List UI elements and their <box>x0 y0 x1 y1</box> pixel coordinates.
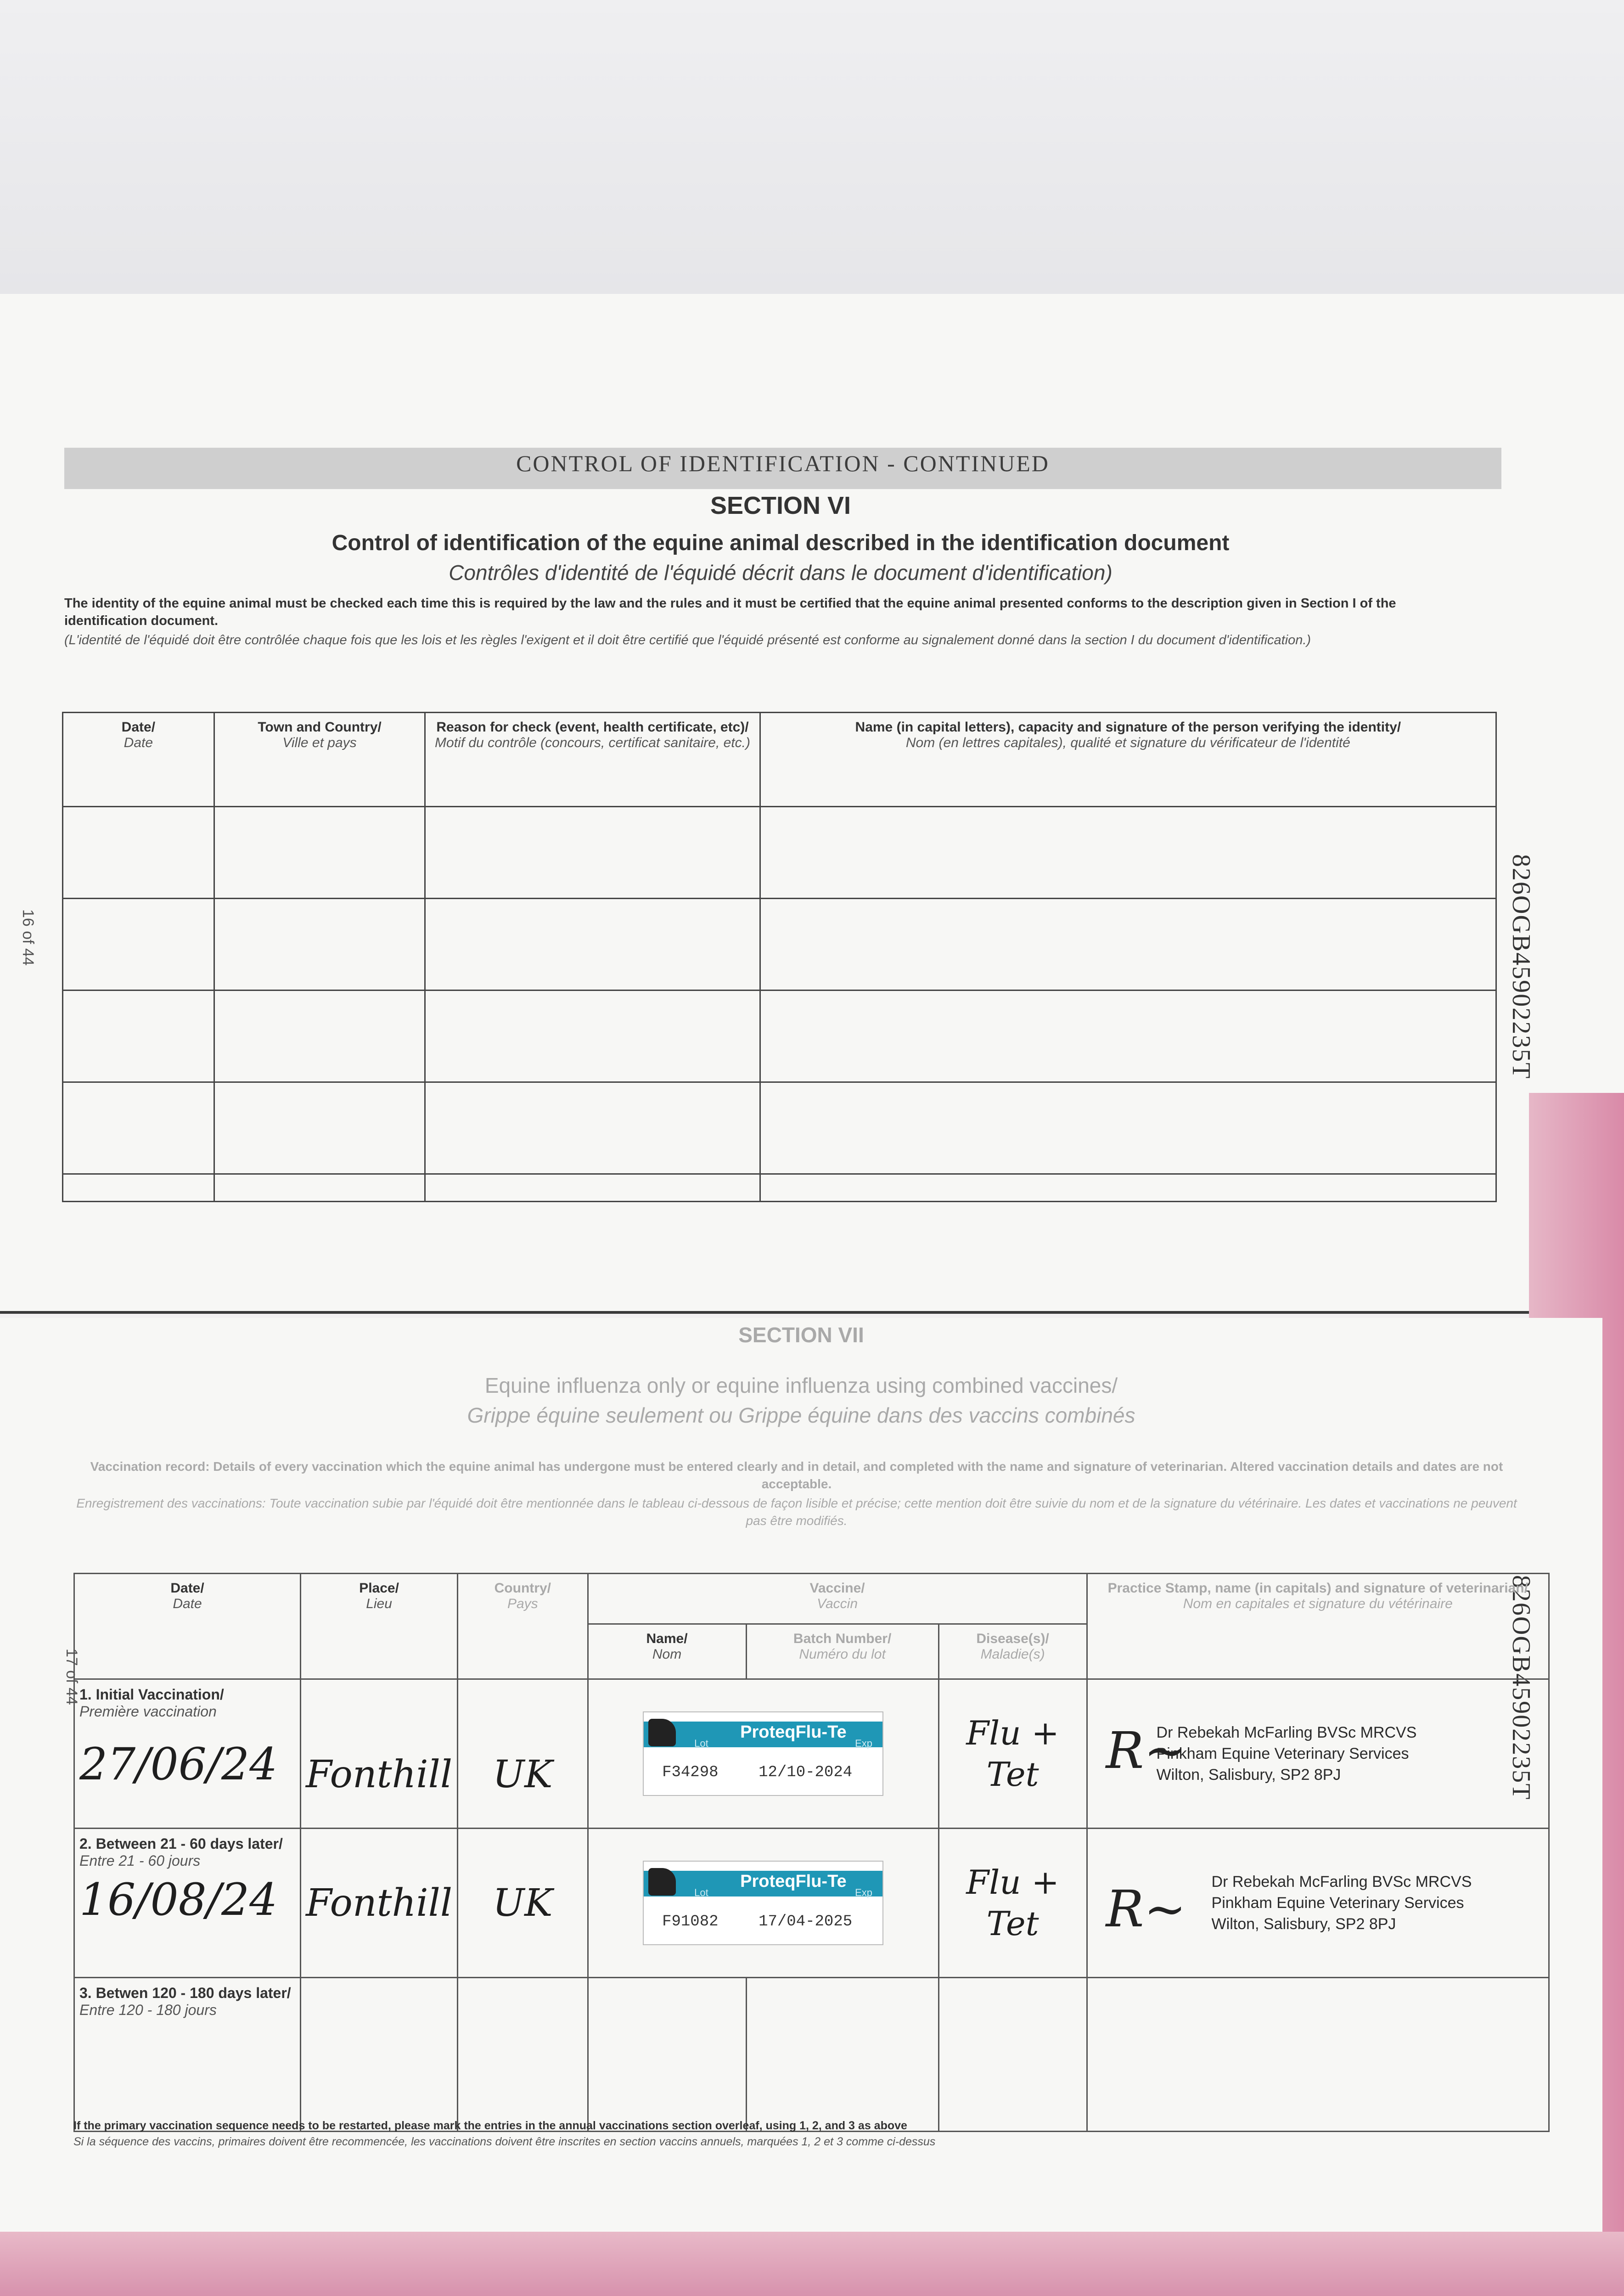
sticker-lot-label: Lot <box>694 1738 708 1749</box>
cell[interactable] <box>214 899 425 990</box>
heading-fr: Contrôles d'identité de l'équidé décrit dans le document d'identification) <box>449 561 1113 585</box>
vet-address: Wilton, Salisbury, SP2 8PJ <box>1211 1915 1396 1933</box>
table-row <box>74 1829 1549 1978</box>
sticker-lot-label: Lot <box>694 1887 708 1898</box>
cell[interactable] <box>425 807 760 899</box>
table-row <box>63 807 1496 899</box>
cell[interactable] <box>214 1174 425 1202</box>
hdr-country: Country/ Pays <box>458 1574 588 1679</box>
row2-date: 16/08/24 <box>79 1874 278 1925</box>
row1-country: UK <box>493 1752 553 1796</box>
row3-disease-cell[interactable] <box>938 1978 1087 2132</box>
signature-icon: R~ <box>1106 1721 1186 1780</box>
cell[interactable] <box>63 990 214 1082</box>
page-number-16: 16 of 44 <box>19 909 37 966</box>
cell[interactable] <box>214 1082 425 1174</box>
intro-en: The identity of the equine animal must be checked each time this is required by the law and the rules and it must be certified that the equine animal presented conforms to the description given in Section I of the identification document. <box>64 596 1396 628</box>
cell[interactable] <box>425 1174 760 1202</box>
batch-number: F34298 <box>662 1764 719 1781</box>
cell[interactable] <box>214 990 425 1082</box>
vet-name: Dr Rebekah McFarling BVSc MRCVS <box>1211 1873 1472 1891</box>
hdr-batch: Batch Number/ Numéro du lot <box>746 1624 938 1679</box>
col-verifier: Name (in capital letters), capacity and signature of the person verifying the identity/ Nom (en lettres capitales), qualité et signature du vérificateur de l'identité <box>760 713 1496 807</box>
cell[interactable] <box>63 1174 214 1202</box>
cell[interactable] <box>760 1174 1496 1202</box>
col-date: Date/ Date <box>63 713 214 807</box>
vet-address: Wilton, Salisbury, SP2 8PJ <box>1156 1766 1341 1784</box>
sticker-brand: ProteqFlu-Te <box>740 1722 847 1742</box>
section-vi-title: SECTION VI <box>710 492 851 519</box>
table-row <box>74 1679 1549 1829</box>
table-row <box>63 899 1496 990</box>
table-row <box>63 1174 1496 1202</box>
passport-number-bottom: 826OGB45902235T <box>1507 1575 1535 1801</box>
cell[interactable] <box>214 807 425 899</box>
table-header-row <box>63 713 1496 807</box>
expiry-date: 17/04-2025 <box>759 1913 853 1930</box>
row2-country-cell[interactable] <box>458 1829 588 1978</box>
row1-vaccine-cell[interactable] <box>588 1679 938 1829</box>
hdr-disease: Disease(s)/ Maladie(s) <box>938 1624 1087 1679</box>
row2-country: UK <box>493 1881 553 1925</box>
cell[interactable] <box>425 899 760 990</box>
horse-logo-icon <box>648 1719 676 1746</box>
row3-batch-cell[interactable] <box>746 1978 938 2132</box>
page-number-17: 17 of 44 <box>63 1649 80 1705</box>
row3-date-cell[interactable]: 3. Betwen 120 - 180 days later/ Entre 120 - 180 jours <box>74 1978 301 2132</box>
row1-date-cell[interactable]: 1. Initial Vaccination/ Première vaccination 27/06/24 <box>74 1679 301 1829</box>
vaccination-record-en: Vaccination record: Details of every vaccination which the equine animal has undergone must be entered clearly and in detail, and completed with the name and signature of veterinarian. Altered vaccination details and dates are not acceptable. <box>90 1459 1503 1491</box>
row1-place-cell[interactable] <box>301 1679 458 1829</box>
row3-vaccine-name-cell[interactable] <box>588 1978 746 2132</box>
vaccination-table <box>73 1573 1550 2132</box>
row1-stamp-cell[interactable] <box>1087 1679 1549 1829</box>
intro-fr: (L'identité de l'équidé doit être contrôlée chaque fois que les lois et les règles l'exigent et il doit être certifié que l'équidé présenté est conforme au signalement donné dans la section I du document d'identification.) <box>64 633 1311 647</box>
row2-place-cell[interactable] <box>301 1829 458 1978</box>
signature-icon: R~ <box>1106 1880 1186 1938</box>
cell[interactable] <box>760 990 1496 1082</box>
col-town-country: Town and Country/ Ville et pays <box>214 713 425 807</box>
vaccine-header-row <box>74 1574 1549 1624</box>
table-row <box>74 1978 1549 2132</box>
hdr-stamp: Practice Stamp, name (in capitals) and signature of veterinarian/ Nom en capitales et signature du vétérinaire <box>1087 1574 1549 1679</box>
pink-cover-bottom <box>0 2232 1624 2296</box>
vet-practice: Pinkham Equine Veterinary Services <box>1156 1745 1409 1762</box>
row1-disease-cell[interactable] <box>938 1679 1087 1829</box>
sticker-exp-label: Exp <box>855 1887 873 1898</box>
row3-place-cell[interactable] <box>301 1978 458 2132</box>
row1-place: Fonthill <box>306 1752 453 1796</box>
vet-name: Dr Rebekah McFarling BVSc MRCVS <box>1156 1724 1417 1741</box>
footer-note-en: If the primary vaccination sequence needs to be restarted, please mark the entries in the annual vaccinations section overleaf, using 1, 2, and 3 as above <box>73 2119 907 2132</box>
cell[interactable] <box>760 1082 1496 1174</box>
identification-check-table <box>62 712 1497 1202</box>
hdr-vaccine-name: Name/ Nom <box>588 1624 746 1679</box>
cell[interactable] <box>760 807 1496 899</box>
cell[interactable] <box>63 807 214 899</box>
vaccination-record-fr: Enregistrement des vaccinations: Toute vaccination subie par l'équidé doit être mentionnée dans le tableau ci-dessous de façon lisible et précise; cette mention doit être suivie du nom et de la signature du vétérinaire. Les dates et vaccinations ne peuvent pas être modifiés. <box>76 1496 1517 1528</box>
batch-number: F91082 <box>662 1913 719 1930</box>
row2-place: Fonthill <box>306 1881 453 1925</box>
row2-disease: Flu + Tet <box>966 1863 1059 1943</box>
sticker-brand: ProteqFlu-Te <box>740 1872 847 1891</box>
vet-practice: Pinkham Equine Veterinary Services <box>1211 1894 1464 1912</box>
section-banner: CONTROL OF IDENTIFICATION - CONTINUED <box>516 450 1050 476</box>
background-top <box>0 0 1624 294</box>
sticker-exp-label: Exp <box>855 1738 873 1749</box>
hdr-date: Date/ Date <box>74 1574 301 1679</box>
cell[interactable] <box>425 1082 760 1174</box>
table-row <box>63 990 1496 1082</box>
hdr-place: Place/ Lieu <box>301 1574 458 1679</box>
row2-stamp-cell[interactable] <box>1087 1829 1549 1978</box>
expiry-date: 12/10-2024 <box>759 1764 853 1781</box>
horse-logo-icon <box>648 1868 676 1896</box>
row1-country-cell[interactable] <box>458 1679 588 1829</box>
row3-stamp-cell[interactable] <box>1087 1978 1549 2132</box>
row2-vaccine-cell[interactable] <box>588 1829 938 1978</box>
cell[interactable] <box>63 899 214 990</box>
row1-disease: Flu + Tet <box>966 1714 1059 1794</box>
heading-en: Control of identification of the equine animal described in the identification document <box>332 531 1230 555</box>
section-vii-title: SECTION VII <box>738 1323 864 1347</box>
vaccine-sticker <box>643 1861 883 1945</box>
row2-date-cell[interactable]: 2. Between 21 - 60 days later/ Entre 21 - 60 jours 16/08/24 <box>74 1829 301 1978</box>
col-reason: Reason for check (event, health certificate, etc)/ Motif du contrôle (concours, certificat sanitaire, etc.) <box>425 713 760 807</box>
passport-number-top: 826OGB45902235T <box>1507 854 1535 1080</box>
vaccine-sticker <box>643 1711 883 1796</box>
cell[interactable] <box>63 1082 214 1174</box>
section-vii-sub-fr: Grippe équine seulement ou Grippe équine dans des vaccins combinés <box>467 1403 1135 1427</box>
table-row <box>63 1082 1496 1174</box>
footer-note-fr: Si la séquence des vaccins, primaires doivent être recommencée, les vaccinations doivent être inscrites en section vaccins annuels, marquées 1, 2 et 3 comme ci-dessus <box>73 2135 936 2148</box>
cell[interactable] <box>760 899 1496 990</box>
row2-disease-cell[interactable] <box>938 1829 1087 1978</box>
cell[interactable] <box>425 990 760 1082</box>
row3-country-cell[interactable] <box>458 1978 588 2132</box>
row1-date: 27/06/24 <box>79 1739 278 1790</box>
hdr-vaccine: Vaccine/ Vaccin <box>588 1574 1087 1624</box>
section-vii-sub-en: Equine influenza only or equine influenza using combined vaccines/ <box>484 1373 1118 1397</box>
